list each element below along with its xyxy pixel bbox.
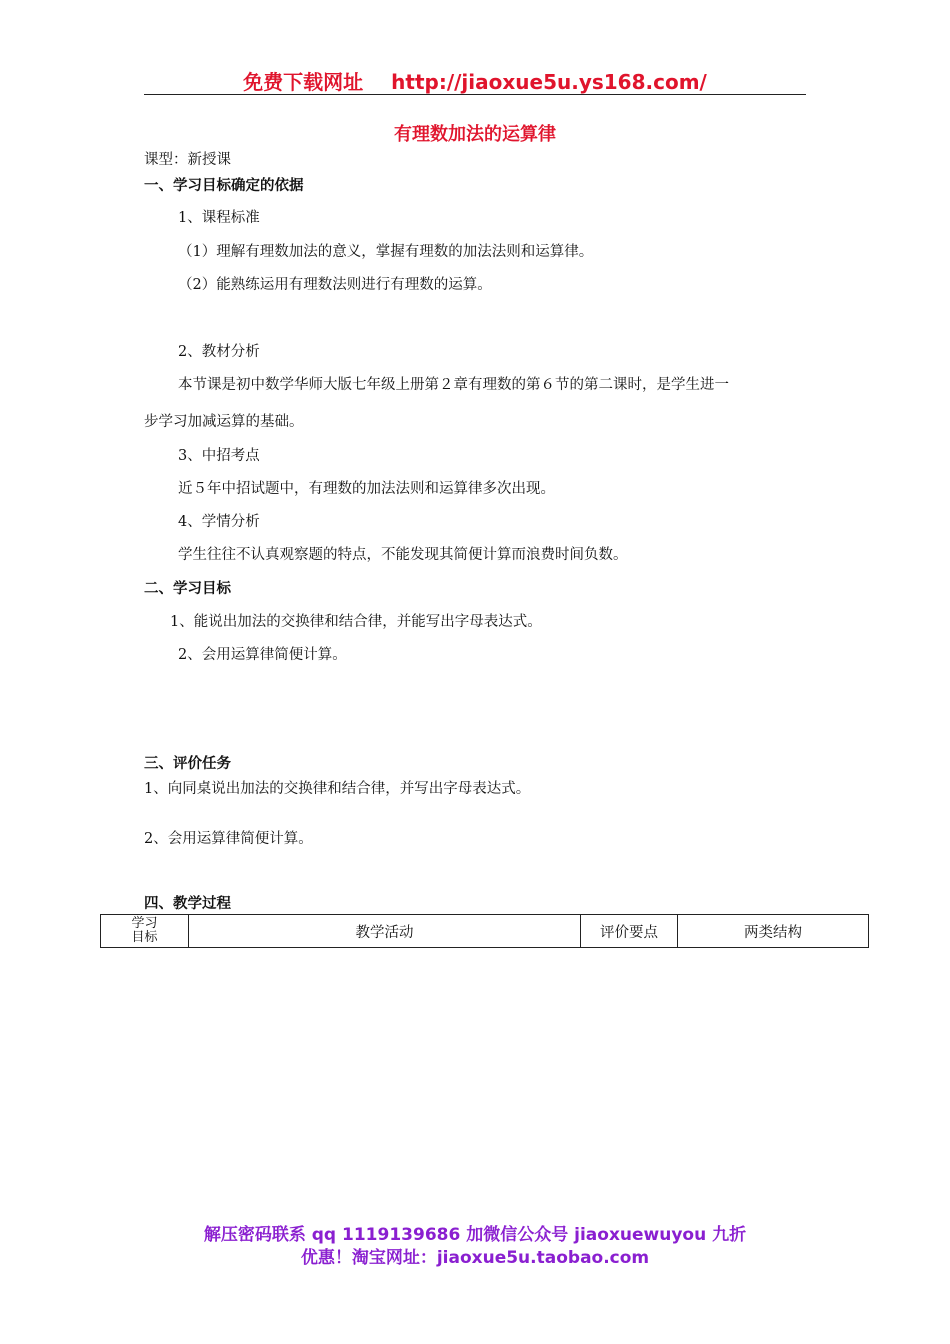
section1-sub3-text: 近５年中招试题中，有理数的加法法则和运算律多次出现。 xyxy=(178,481,555,497)
section3-item1: 1、向同桌说出加法的交换律和结合律，并写出字母表达式。 xyxy=(144,781,531,797)
section2-item1: 1、能说出加法的交换律和结合律，并能写出字母表达式。 xyxy=(170,614,542,630)
section2-heading: 二、学习目标 xyxy=(144,581,231,597)
col-two-structures: 两类结构 xyxy=(678,915,869,948)
section1-heading: 一、学习目标确定的依据 xyxy=(144,178,304,194)
col-teaching-activity: 教学活动 xyxy=(189,915,581,948)
header-url-link[interactable]: http://jiaoxue5u.ys168.com/ xyxy=(391,70,707,94)
col-learning-goal-line2: 目标 xyxy=(131,930,158,945)
section3-item2: 2、会用运算律简便计算。 xyxy=(144,831,313,847)
section1-sub1-item2: （2）能熟练运用有理数法则进行有理数的运算。 xyxy=(178,277,492,293)
footer-line1: 解压密码联系 qq 1119139686 加微信公众号 jiaoxuewuyou 九折 xyxy=(203,1225,747,1245)
document-title: 有理数加法的运算律 xyxy=(394,124,556,145)
section1-sub1: 1、课程标准 xyxy=(178,210,260,226)
section2-item2: 2、会用运算律简便计算。 xyxy=(178,647,347,663)
section1-sub4: 4、学情分析 xyxy=(178,514,260,530)
section3-heading: 三、评价任务 xyxy=(144,756,231,772)
section1-sub2-line1: 本节课是初中数学华师大版七年级上册第２章有理数的第６节的第二课时，是学生进一 xyxy=(178,377,729,393)
section1-sub2-line2: 步学习加减运算的基础。 xyxy=(144,414,304,430)
lesson-type: 课型：新授课 xyxy=(144,152,231,168)
header-divider xyxy=(144,94,806,95)
table-header-row xyxy=(101,915,869,948)
footer-line2: 优惠！淘宝网址：jiaoxue5u.taobao.com xyxy=(300,1248,650,1268)
col-evaluation-points: 评价要点 xyxy=(581,915,678,948)
col-learning-goal-line1: 学习 xyxy=(131,916,158,931)
section1-sub3: 3、中招考点 xyxy=(178,448,260,464)
col-learning-goal xyxy=(101,915,189,948)
section1-sub2: 2、教材分析 xyxy=(178,344,260,360)
section4-heading: 四、教学过程 xyxy=(144,896,231,912)
header-label: 免费下载网址 xyxy=(243,70,364,94)
teaching-process-table xyxy=(100,914,869,948)
section1-sub4-text: 学生往往不认真观察题的特点，不能发现其简便计算而浪费时间负数。 xyxy=(178,547,628,563)
header-banner xyxy=(0,66,950,95)
section1-sub1-item1: （1）理解有理数加法的意义，掌握有理数的加法法则和运算律。 xyxy=(178,244,594,260)
